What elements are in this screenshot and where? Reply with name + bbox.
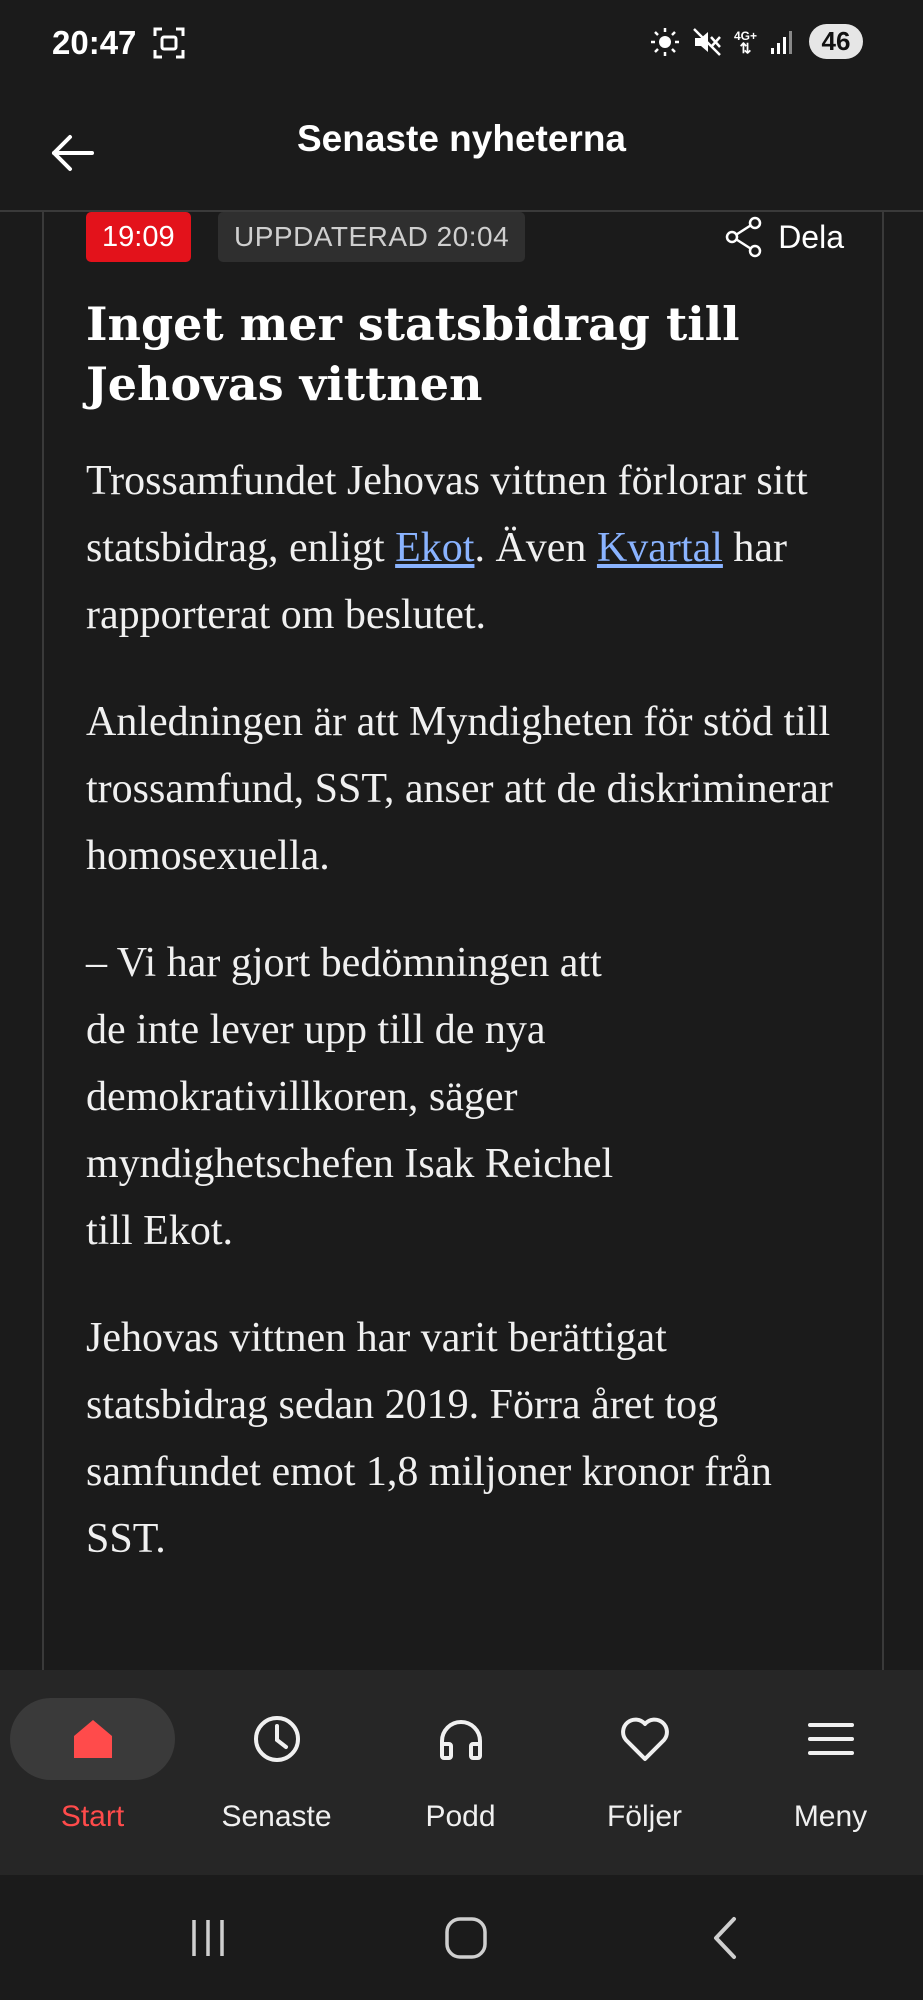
home-button[interactable] xyxy=(436,1913,496,1963)
home-square-icon xyxy=(443,1915,489,1961)
nav-label: Senaste xyxy=(221,1800,332,1833)
article-meta xyxy=(86,212,844,266)
system-back-button[interactable] xyxy=(696,1913,756,1963)
network-icon: 4G+ ⇅ xyxy=(733,28,757,56)
page-title: Senaste nyheterna xyxy=(296,118,627,159)
paragraph-text: . Även xyxy=(474,525,597,571)
nav-item-meny[interactable] xyxy=(748,1698,913,1848)
system-navigation-bar xyxy=(0,1875,923,2000)
article-headline: Inget mer statsbidrag till Jehovas vittnen xyxy=(86,297,740,411)
recent-apps-icon xyxy=(186,1916,230,1960)
mute-icon xyxy=(692,27,722,57)
brightness-icon xyxy=(650,27,680,57)
bottom-navigation xyxy=(0,1670,923,1875)
signal-icon xyxy=(769,28,797,56)
published-time-badge: 19:09 xyxy=(86,212,191,262)
link-kvartal[interactable]: Kvartal xyxy=(596,525,723,571)
nav-item-start[interactable] xyxy=(10,1698,175,1848)
status-time: 20:47 xyxy=(52,24,137,61)
recent-apps-button[interactable] xyxy=(178,1913,238,1963)
headphones-icon xyxy=(378,1710,543,1768)
share-icon xyxy=(724,216,764,258)
menu-icon xyxy=(748,1710,913,1768)
article-body xyxy=(86,448,846,1613)
home-icon xyxy=(10,1710,175,1768)
network-type: 4G+ xyxy=(733,28,757,43)
paragraph-text: Trossamfundet Jehovas vittnen förlorar sitt statsbidrag, enligt xyxy=(86,458,808,571)
nav-label: Podd xyxy=(425,1800,496,1833)
paragraph-3-quote: – Vi har gjort bedömningen att de inte lever upp till de nya demokrativillkoren, säger myndighetschefen Isak Reichel till Ekot. xyxy=(86,940,614,1254)
nav-label: Start xyxy=(60,1800,125,1833)
nav-item-podd[interactable] xyxy=(378,1698,543,1848)
clock-icon xyxy=(194,1710,359,1768)
link-ekot[interactable]: Ekot xyxy=(395,525,475,571)
app-header xyxy=(0,92,923,212)
status-bar xyxy=(0,0,923,92)
updated-badge: UPPDATERAD 20:04 xyxy=(218,212,525,262)
nav-item-senaste[interactable] xyxy=(194,1698,359,1848)
nav-item-foljer[interactable] xyxy=(562,1698,727,1848)
paragraph-text: har rapporterat om beslutet. xyxy=(86,525,788,638)
nav-label: Meny xyxy=(793,1800,868,1833)
nav-label: Följer xyxy=(606,1800,682,1833)
heart-icon xyxy=(562,1710,727,1768)
article-card xyxy=(42,212,884,1670)
paragraph-4: Jehovas vittnen har varit berättigat statsbidrag sedan 2019. Förra året tog samfundet emot 1,8 miljoner kronor från SST. xyxy=(86,1315,772,1562)
screenshot-icon xyxy=(152,26,186,65)
paragraph-1 xyxy=(86,448,846,649)
chevron-left-icon xyxy=(706,1915,746,1961)
battery-indicator: 46 xyxy=(809,24,863,59)
share-button[interactable] xyxy=(724,216,844,258)
share-label: Dela xyxy=(778,218,844,255)
paragraph-2: Anledningen är att Myndigheten för stöd till trossamfund, SST, anser att de diskriminerar homosexuella. xyxy=(86,699,833,879)
